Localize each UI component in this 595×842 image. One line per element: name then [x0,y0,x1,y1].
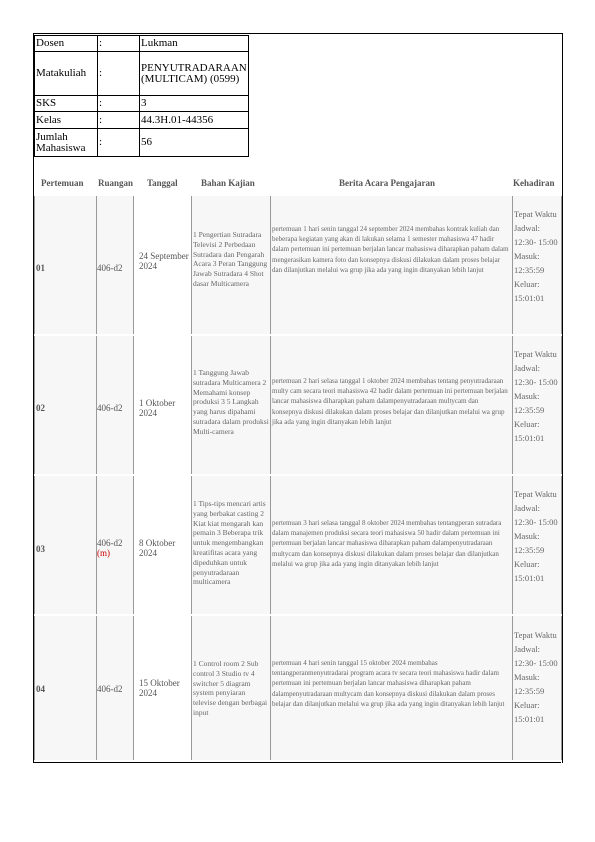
info-row-sks [35,96,249,112]
header-kehadiran: Kehadiran [513,178,555,188]
teaching-report: pertemuan 3 hari selasa tanggal 8 oktober 2024 membahas tentangperan sutradara dalam manajemen produksi secara teori mahasiswa 50 hadir dalam pertemuan ini pertemuan berjalan lancar mahasiswa diharapkan paham dalampenyutradaraan multycam dan konsepnya diskusi dilakukan dalam proses belajar dan dilanjutkan melalui wa grup jika ada yang ingin ditanyakan lebih lanjut [272,519,502,568]
info-label: Kelas [35,112,98,129]
meeting-number: 04 [36,684,45,694]
header-ruangan: Ruangan [98,178,134,188]
attendance: Tepat Waktu Jadwal: 12:30- 15:00 Masuk: 12:35:59 Keluar: 15:01:01 [514,489,558,583]
date: 1 Oktober 2024 [139,398,176,418]
room: 406-d2 [97,684,123,694]
room-code: 406-d2 [97,538,123,548]
info-label: Matakuliah [35,52,98,96]
study-material: 1 Tanggung Jawab sutradara Multicamera 2 Memahami konsep produksi 3 5 Langkah yang harus dipahami sutradara dalam produksi Multi-camera [193,368,269,436]
attendance: Tepat Waktu Jadwal: 12:30- 15:00 Masuk: 12:35:59 Keluar: 15:01:01 [514,349,558,443]
info-value: Lukman [140,36,249,52]
info-row-kelas [35,112,249,129]
study-material: 1 Tips-tips mencari artis yang berbakat casting 2 Kiat kiat mengarah kan pemain 3 Beberapa trik untuk mengembangkan kreatifitas acara yang dipeduhkan untuk penyutradaraan multicamera [193,499,266,587]
teaching-report: pertemuan 4 hari senin tanggal 15 oktober 2024 membahas tentangperanmenyutradarai program acara tv secara teori mahasiswa hadir dalam pertemuan ini pertemuan berjalan lancar mahasiswa diharapkan paham dalampenyutradaraan multycam dan konsepnya diskusi dilakukan dalam proses belajar dan dilanjutkan melalui wa grup jika ada yang ingin ditanyakan lebih lanjut [272,659,505,708]
room-mark: (m) [97,548,110,558]
header-tanggal: Tanggal [147,178,178,188]
table-bottom-border [34,762,561,763]
attendance: Tepat Waktu Jadwal: 12:30- 15:00 Masuk: 12:35:59 Keluar: 15:01:01 [514,209,558,303]
room: 406-d2 [97,403,123,413]
date: 8 Oktober 2024 [139,538,176,558]
room [97,538,131,558]
info-value: 44.3H.01-44356 [140,112,249,129]
table-row [34,476,560,614]
attendance: Tepat Waktu Jadwal: 12:30- 15:00 Masuk: 12:35:59 Keluar: 15:01:01 [514,630,558,724]
teaching-report: pertemuan 2 hari selasa tanggal 1 oktober 2024 membahas tentang penyutradaraan multy cam secara teori mahasiswa 42 hadir dalam pertemuan ini pertemuan berjalan lancar mahasiswa diharapkan paham dalampenyutradaraan multycam dan konsepnya diskusi dilakukan dalam proses belajar dan dilanjutkan melalui wa grup jika ada yang ingin ditanyakan lebih lanjut [272,377,508,426]
teaching-report: pertemuan 1 hari senin tanggal 24 september 2024 membahas kontrak kuliah dan beberapa kegiatan yang akan di lakukan selama 1 semester mahasiswa 47 hadir dalam pertemuan ini pertemuan berjalan lancar mahasiswa diharapkan paham dalam mengerasikan kamera foto dan konsepnya diskusi dilakukan dalam proses belajar dan dilanjutkan melalui wa grup jika ada yang ingin ditanyakan lebih lanjut [272,225,509,274]
date: 24 September 2024 [139,251,189,271]
info-separator: : [98,52,140,96]
info-row-dosen [35,36,249,52]
table-header [34,170,560,196]
table-row [34,616,560,760]
header-pertemuan: Pertemuan [41,178,84,188]
room: 406-d2 [97,263,123,273]
info-separator: : [98,112,140,129]
info-separator: : [98,129,140,157]
info-label: Jumlah Mahasiswa [35,129,98,157]
info-row-matakuliah [35,52,249,96]
date: 15 Oktober 2024 [139,678,180,698]
study-material: 1 Control room 2 Sub control 3 Studio tv 4 switcher 5 diagram system penyiaran televise dengan berbagai input [193,659,268,717]
info-separator: : [98,96,140,112]
info-value: 3 [140,96,249,112]
header-berita-acara: Berita Acara Pengajaran [339,178,435,188]
info-label: Dosen [35,36,98,52]
course-info-table [34,35,249,157]
meeting-number: 01 [36,263,45,273]
meeting-number: 02 [36,403,45,413]
info-value: PENYUTRADARAAN (MULTICAM) (0599) [140,52,249,96]
table-row [34,336,560,474]
info-value: 56 [140,129,249,157]
header-bahan-kajian: Bahan Kajian [201,178,255,188]
table-row [34,196,560,334]
info-row-jumlah [35,129,249,157]
info-label: SKS [35,96,98,112]
study-material: 1 Pengertian Sutradara Televisi 2 Perbedaan Sutradara dan Pengarah Acara 3 Peran Tanggung Jawab Sutradara 4 Shot dasar Multicamera [193,230,268,288]
meeting-number: 03 [36,544,45,554]
info-separator: : [98,36,140,52]
